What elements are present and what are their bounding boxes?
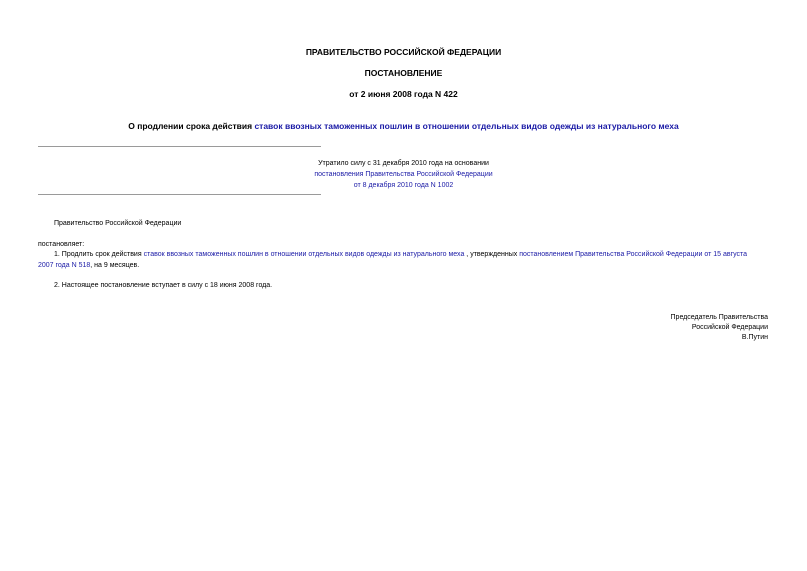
signature-position: Председатель Правительства [670, 314, 768, 321]
item-1-line-1 [54, 249, 768, 260]
document-title-link[interactable]: ставок ввозных таможенных пошлин в отношении отдельных видов одежды из натурального меха [254, 121, 679, 131]
repeal-decree-date-link[interactable]: от 8 декабря 2010 года N 1002 [353, 182, 454, 189]
item-1-middle: , утвержденных [464, 251, 520, 258]
divider-top [38, 146, 321, 147]
document-title-prefix: О продлении срока действия [128, 121, 255, 131]
decides-word: постановляет: [38, 241, 85, 248]
duty-rates-link[interactable]: ставок ввозных таможенных пошлин в отношении отдельных видов одежды из натурального меха [143, 251, 465, 258]
document-title [0, 121, 807, 132]
document-type-heading: ПОСТАНОВЛЕНИЕ [364, 68, 443, 78]
status-note-link-line [0, 180, 807, 191]
issuer-heading: ПРАВИТЕЛЬСТВО РОССИЙСКОЙ ФЕДЕРАЦИИ [305, 47, 502, 57]
decree-518-link-continued[interactable]: 2007 года N 518 [38, 262, 91, 269]
signature-position-line-2: Российской Федерации [691, 324, 768, 331]
government-name: Правительство Российской Федерации [54, 220, 182, 227]
status-note-text: Утратило силу с 31 декабря 2010 года на основании [318, 160, 489, 167]
signature-name: В.Путин [741, 334, 768, 341]
item-2: 2. Настоящее постановление вступает в силу с 18 июня 2008 года. [54, 282, 273, 289]
repeal-decree-link[interactable]: постановления Правительства Российской Федерации [314, 171, 493, 178]
item-1-line-2 [38, 260, 139, 271]
decree-518-link[interactable]: постановлением Правительства Российской Федерации от 15 августа [519, 251, 748, 258]
item-1-prefix: 1. Продлить срок действия [54, 251, 144, 258]
document-date-number: от 2 июня 2008 года N 422 [349, 89, 458, 99]
divider-bottom [38, 194, 321, 195]
status-note-link-line [0, 169, 807, 180]
item-1-suffix: , на 9 месяцев. [90, 262, 140, 269]
